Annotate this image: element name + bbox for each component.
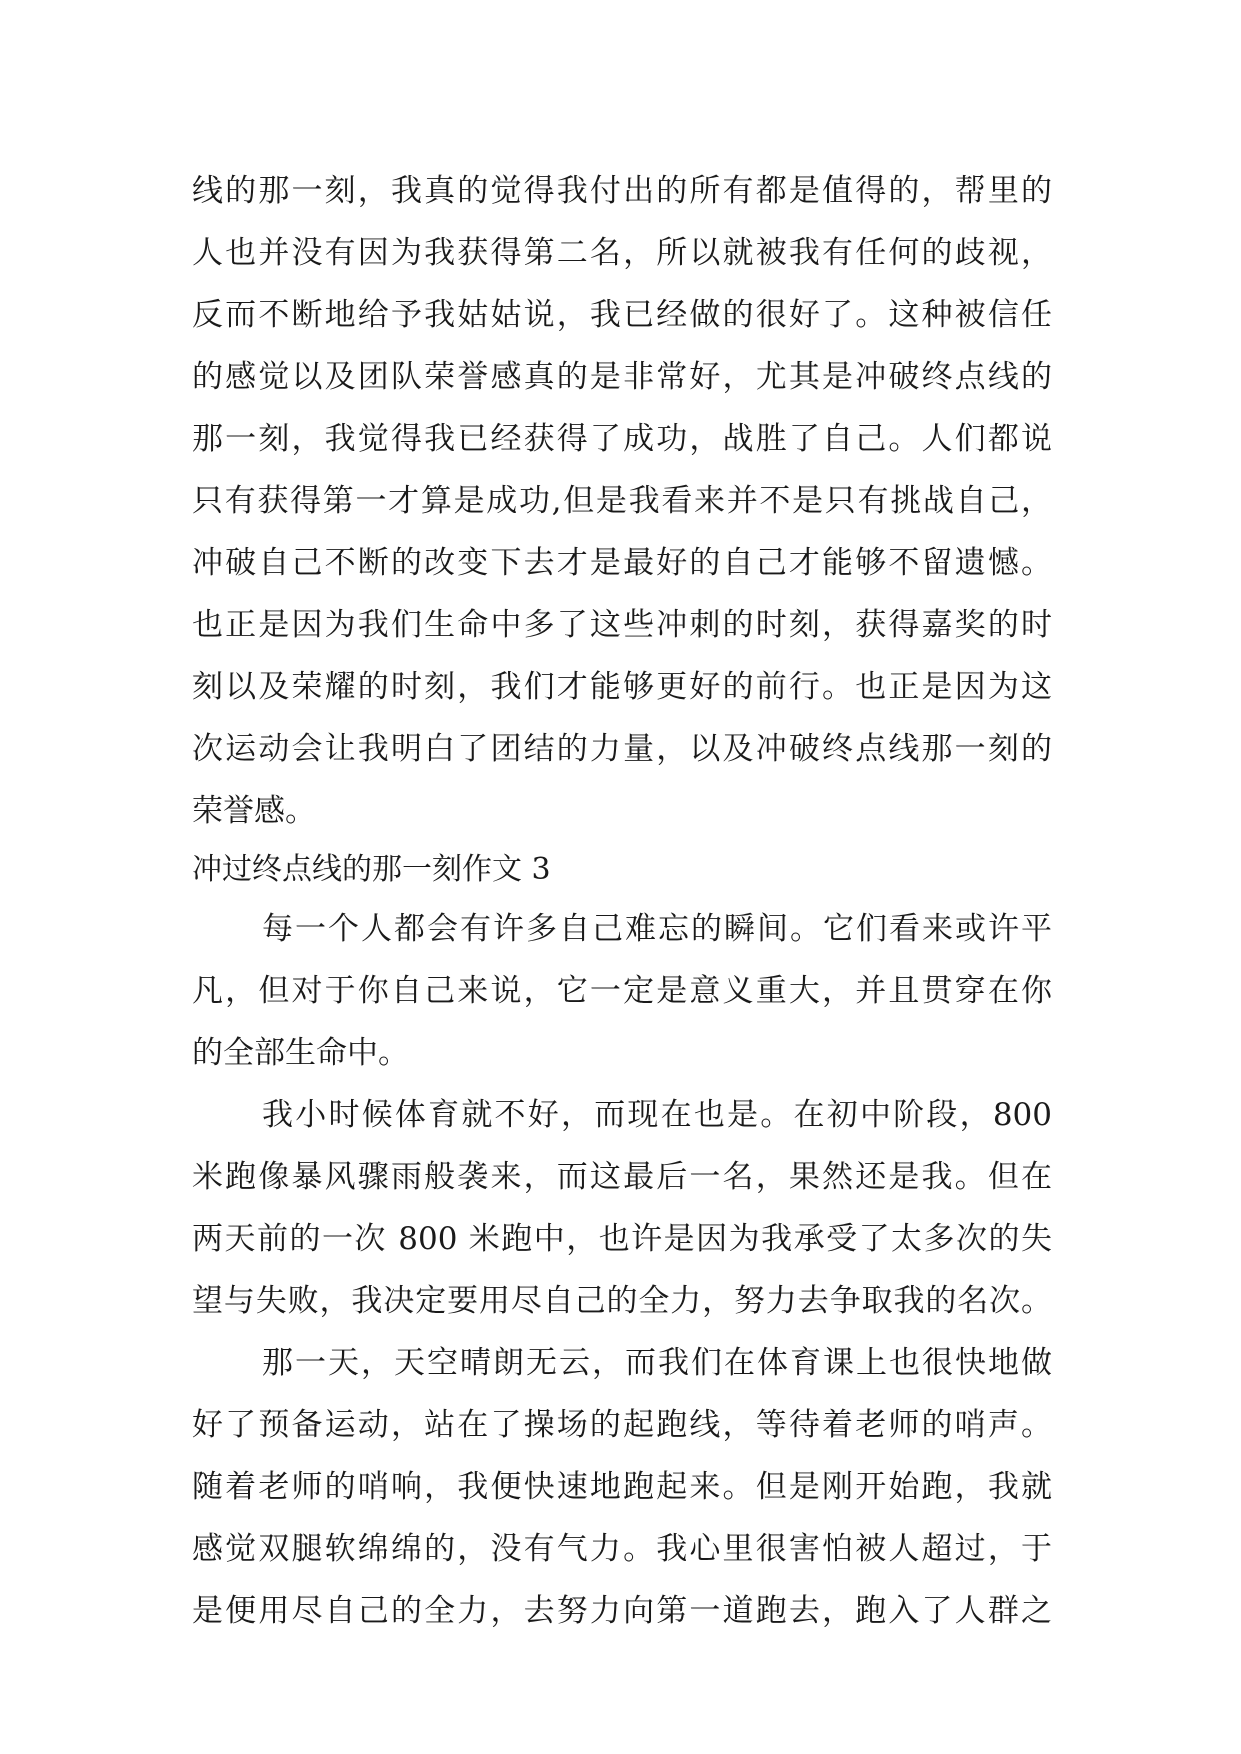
text-line: 感觉双腿软绵绵的，没有气力。我心里很害怕被人超过，于 — [192, 1531, 1052, 1567]
paragraph-continuation — [192, 160, 1052, 842]
text-line: 那一天，天空晴朗无云，而我们在体育课上也很快地做 — [262, 1345, 1052, 1381]
paragraph — [192, 1084, 1052, 1332]
text-line: 人也并没有因为我获得第二名，所以就被我有任何的歧视， — [192, 235, 1052, 271]
text-line: 反而不断地给予我姑姑说，我已经做的很好了。这种被信任 — [192, 297, 1052, 333]
text-line: 冲破自己不断的改变下去才是最好的自己才能够不留遗憾。 — [192, 545, 1052, 581]
text-line: 望与失败，我决定要用尽自己的全力，努力去争取我的名次。 — [192, 1283, 1052, 1319]
document-body — [192, 160, 1052, 1642]
text-line: 两天前的一次 800 米跑中，也许是因为我承受了太多次的失 — [192, 1221, 1052, 1257]
paragraph — [192, 1332, 1052, 1642]
text-line: 每一个人都会有许多自己难忘的瞬间。它们看来或许平 — [262, 911, 1052, 947]
text-line: 凡，但对于你自己来说，它一定是意义重大，并且贯穿在你 — [192, 973, 1052, 1009]
text-line: 也正是因为我们生命中多了这些冲刺的时刻，获得嘉奖的时 — [192, 607, 1052, 643]
text-line: 荣誉感。 — [192, 793, 316, 829]
text-line: 只有获得第一才算是成功,但是我看来并不是只有挑战自己， — [192, 483, 1052, 519]
text-line: 我小时候体育就不好，而现在也是。在初中阶段，800 — [262, 1097, 1052, 1133]
text-line: 的感觉以及团队荣誉感真的是非常好，尤其是冲破终点线的 — [192, 359, 1052, 395]
text-line: 刻以及荣耀的时刻，我们才能够更好的前行。也正是因为这 — [192, 669, 1052, 705]
text-line: 线的那一刻，我真的觉得我付出的所有都是值得的，帮里的 — [192, 173, 1052, 209]
text-line: 的全部生命中。 — [192, 1035, 409, 1071]
text-line: 随着老师的哨响，我便快速地跑起来。但是刚开始跑，我就 — [192, 1469, 1052, 1505]
text-line: 米跑像暴风骤雨般袭来，而这最后一名，果然还是我。但在 — [192, 1159, 1052, 1195]
section-title: 冲过终点线的那一刻作文 3 — [192, 852, 551, 887]
paragraph — [192, 898, 1052, 1084]
text-line: 是便用尽自己的全力，去努力向第一道跑去，跑入了人群之 — [192, 1593, 1052, 1629]
text-line: 次运动会让我明白了团结的力量，以及冲破终点线那一刻的 — [192, 731, 1052, 767]
text-line: 那一刻，我觉得我已经获得了成功，战胜了自己。人们都说 — [192, 421, 1052, 457]
text-line: 好了预备运动，站在了操场的起跑线，等待着老师的哨声。 — [192, 1407, 1052, 1443]
